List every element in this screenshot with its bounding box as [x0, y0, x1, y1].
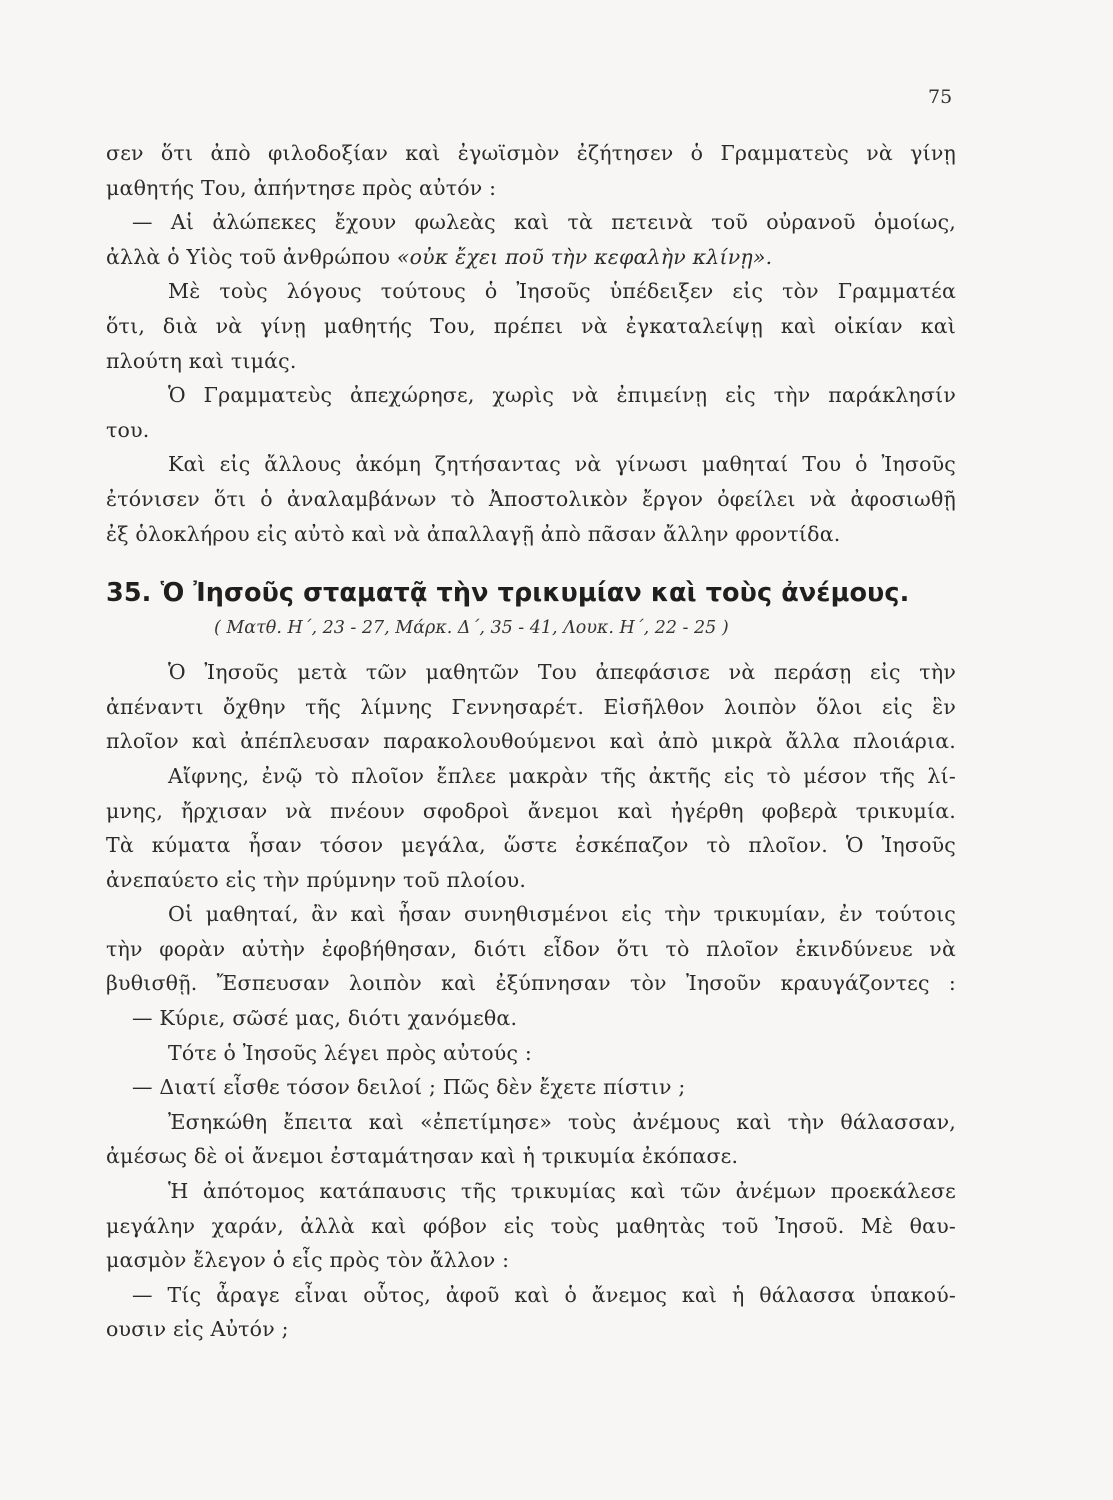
text-line: σεν ὅτι ἀπὸ φιλοδοξίαν καὶ ἐγωϊσμὸν ἐζήτησεν ὁ Γραμματεὺς νὰ γίνῃ — [106, 141, 956, 165]
text-line: ἀπέναντι ὄχθην τῆς λίμνης Γεννησαρέτ. Εἰσῆλθον λοιπὸν ὅλοι εἰς ἓν — [106, 694, 956, 719]
quote-line — [106, 240, 956, 275]
text-line: ἐτόνισεν ὅτι ὁ ἀναλαμβάνων τὸ Ἀποστολικὸν ἔργον ὀφείλει νὰ ἀφοσιωθῇ — [106, 486, 956, 511]
scripture-quote: «οὐκ ἔχει ποῦ τὴν κεφαλὴν κλίνῃ». — [396, 244, 773, 269]
text-line: ουσιν εἰς Αὐτόν ; — [106, 1317, 289, 1342]
text-line: Τὰ κύματα ἦσαν τόσον μεγάλα, ὥστε ἐσκέπαζον τὸ πλοῖον. Ὁ Ἰησοῦς — [106, 833, 956, 858]
text-line: μνης, ἤρχισαν νὰ πνέουν σφοδροὶ ἄνεμοι καὶ ἠγέρθη φοβερὰ τρικυμία. — [106, 798, 956, 823]
text-line: Ὁ Γραμματεὺς ἀπεχώρησε, χωρὶς νὰ ἐπιμείνῃ εἰς τὴν παράκλησίν — [168, 383, 956, 408]
text-line: του. — [106, 417, 150, 442]
dialogue-line: — Τίς ἆραγε εἶναι οὗτος, ἀφοῦ καὶ ὁ ἄνεμος καὶ ἡ θάλασσα ὑπακού- — [132, 1282, 956, 1307]
text-line: μεγάλην χαράν, ἀλλὰ καὶ φόβον εἰς τοὺς μαθητὰς τοῦ Ἰησοῦ. Μὲ θαυ- — [106, 1213, 956, 1238]
text-line: Τότε ὁ Ἰησοῦς λέγει πρὸς αὐτούς : — [168, 1040, 532, 1065]
text-line: ἀνεπαύετο εἰς τὴν πρύμνην τοῦ πλοίου. — [106, 867, 527, 892]
text-line: ἀμέσως δὲ οἱ ἄνεμοι ἐσταμάτησαν καὶ ἡ τρικυμία ἐκόπασε. — [106, 1144, 739, 1169]
section-title: 35. Ὁ Ἰησοῦς σταματᾷ τὴν τρικυμίαν καὶ τοὺς ἀνέμους. — [106, 578, 910, 609]
text-line: βυθισθῇ. Ἔσπευσαν λοιπὸν καὶ ἐξύπνησαν τὸν Ἰησοῦν κραυγάζοντες : — [106, 971, 956, 996]
text-line: Ἡ ἀπότομος κατάπαυσις τῆς τρικυμίας καὶ τῶν ἀνέμων προεκάλεσε — [168, 1179, 956, 1204]
text-line: ἐξ ὁλοκλήρου εἰς αὐτὸ καὶ νὰ ἀπαλλαγῇ ἀπὸ πᾶσαν ἄλλην φροντίδα. — [106, 521, 841, 546]
text-line: Αἴφνης, ἐνῷ τὸ πλοῖον ἔπλεε μακρὰν τῆς ἀκτῆς εἰς τὸ μέσον τῆς λί- — [168, 763, 956, 788]
text-line: Μὲ τοὺς λόγους τούτους ὁ Ἰησοῦς ὑπέδειξεν εἰς τὸν Γραμματέα — [168, 279, 956, 304]
text-line: ὅτι, διὰ νὰ γίνῃ μαθητής Του, πρέπει νὰ ἐγκαταλείψῃ καὶ οἰκίαν καὶ — [106, 313, 956, 338]
text-line: Ἐσηκώθη ἔπειτα καὶ «ἐπετίμησε» τοὺς ἀνέμους καὶ τὴν θάλασσαν, — [168, 1109, 956, 1134]
page-content — [106, 136, 956, 1347]
text-line: Καὶ εἰς ἄλλους ἀκόμη ζητήσαντας νὰ γίνωσι μαθηταί Του ὁ Ἰησοῦς — [168, 452, 956, 477]
quote-line-start: ἀλλὰ ὁ Υἱὸς τοῦ ἀνθρώπου — [106, 244, 397, 269]
scripture-reference: ( Ματθ. Η΄, 23 - 27, Μάρκ. Δ΄, 35 - 41, Λουκ. Η΄, 22 - 25 ) — [214, 618, 729, 639]
text-line: πλούτη καὶ τιμάς. — [106, 348, 297, 373]
text-line: Ὁ Ἰησοῦς μετὰ τῶν μαθητῶν Του ἀπεφάσισε νὰ περάσῃ εἰς τὴν — [168, 660, 956, 685]
dialogue-line: — Διατί εἶσθε τόσον δειλοί ; Πῶς δὲν ἔχετε πίστιν ; — [132, 1075, 686, 1100]
text-line: πλοῖον καὶ ἀπέπλευσαν παρακολουθούμενοι καὶ ἀπὸ μικρὰ ἄλλα πλοιάρια. — [106, 729, 956, 754]
text-line: Οἱ μαθηταί, ἂν καὶ ἦσαν συνηθισμένοι εἰς τὴν τρικυμίαν, ἐν τούτοις — [168, 902, 956, 927]
text-line: τὴν φορὰν αὐτὴν ἐφοβήθησαν, διότι εἶδον ὅτι τὸ πλοῖον ἐκινδύνευε νὰ — [106, 936, 956, 961]
text-line: μαθητής Του, ἀπήντησε πρὸς αὐτόν : — [106, 175, 497, 200]
page-number: 75 — [928, 86, 953, 108]
dialogue-line: — Αἱ ἀλώπεκες ἔχουν φωλεὰς καὶ τὰ πετεινὰ τοῦ οὐρανοῦ ὁμοίως, — [132, 210, 956, 235]
text-line: μασμὸν ἔλεγον ὁ εἷς πρὸς τὸν ἄλλον : — [106, 1248, 510, 1273]
dialogue-line: — Κύριε, σῶσέ μας, διότι χανόμεθα. — [132, 1006, 518, 1031]
